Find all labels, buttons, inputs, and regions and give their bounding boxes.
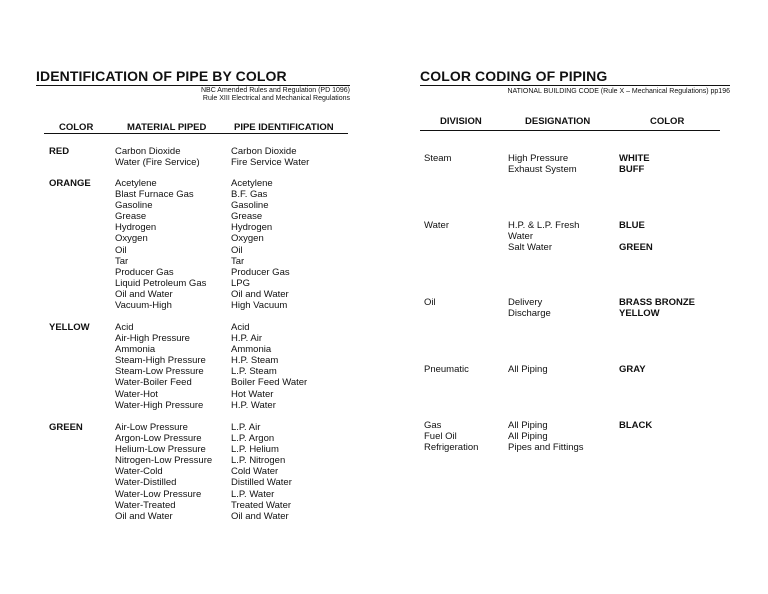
pipe-identification-cell: Oil and Water — [231, 288, 289, 300]
pipe-identification-cell: H.P. Water — [231, 399, 276, 411]
material-piped-cell: Water-Hot — [115, 388, 158, 400]
material-piped-cell: Water-High Pressure — [115, 399, 204, 411]
materials-column — [115, 322, 206, 411]
color-cell: BUFF — [619, 164, 645, 176]
left-header-rule — [44, 133, 348, 134]
material-piped-cell: Carbon Dioxide — [115, 146, 181, 157]
material-piped-cell: Tar — [115, 255, 129, 267]
pipe-identification-cell: B.F. Gas — [231, 189, 268, 201]
pipe-identification-cell: Ammonia — [231, 344, 272, 356]
material-piped-cell: Nitrogen-Low Pressure — [115, 455, 213, 467]
material-piped-cell: Grease — [115, 211, 147, 223]
right-header-rule — [420, 130, 720, 131]
pipe-identification-cell: Grease — [231, 211, 263, 223]
material-piped-cell: Gasoline — [115, 200, 153, 212]
left-title: IDENTIFICATION OF PIPE BY COLOR — [36, 68, 350, 86]
material-piped-cell: Steam-Low Pressure — [115, 366, 204, 378]
division-cell: Gas — [424, 420, 442, 431]
designation-column — [508, 420, 584, 453]
material-piped-cell: Water-Cold — [115, 466, 163, 478]
material-piped-cell: Acetylene — [115, 178, 157, 189]
color-cell: BLACK — [619, 420, 653, 431]
pipe-identification-cell: L.P. Water — [231, 488, 275, 500]
division-cell: Fuel Oil — [424, 431, 457, 443]
material-piped-cell: Argon-Low Pressure — [115, 433, 202, 445]
pipe-identification-cell: Gasoline — [231, 200, 269, 212]
color-cell: GREEN — [619, 242, 653, 254]
header-color: COLOR — [650, 116, 685, 127]
pipe-identification-cell: Oil — [231, 244, 243, 256]
right-title: COLOR CODING OF PIPING — [420, 68, 730, 86]
color-column — [619, 364, 646, 375]
pipe-identification-cell: Cold Water — [231, 466, 279, 478]
identifications-column — [231, 322, 307, 411]
right-table-header — [420, 116, 730, 130]
division-column — [424, 420, 478, 453]
header-division: DIVISION — [440, 116, 482, 127]
pipe-identification-cell: L.P. Argon — [231, 433, 275, 445]
identifications-column — [231, 178, 290, 311]
pipe-identification-cell: Tar — [231, 255, 245, 267]
material-piped-cell: Ammonia — [115, 344, 156, 356]
materials-column — [115, 422, 212, 522]
color-coding-panel — [420, 68, 730, 454]
designation-cell: High Pressure — [508, 153, 569, 164]
division-column — [424, 297, 436, 308]
designation-column — [508, 364, 548, 375]
color-cell: WHITE — [619, 153, 650, 164]
materials-column — [115, 178, 206, 311]
pipe-identification-cell: Treated Water — [231, 499, 292, 511]
pipe-identification-cell: Oxygen — [231, 233, 264, 245]
color-cell: YELLOW — [619, 308, 660, 320]
material-piped-cell: Oxygen — [115, 233, 148, 245]
division-cell: Oil — [424, 297, 436, 308]
group-color-label: ORANGE — [49, 178, 91, 189]
designation-cell: Exhaust System — [508, 164, 577, 176]
designation-cell: All Piping — [508, 431, 548, 443]
color-cell — [619, 231, 653, 242]
designation-cell: Pipes and Fittings — [508, 442, 584, 454]
designation-column — [508, 297, 551, 319]
identifications-column — [231, 146, 309, 168]
material-piped-cell: Water-Boiler Feed — [115, 377, 192, 389]
material-piped-cell: Water (Fire Service) — [115, 157, 200, 169]
color-column — [619, 153, 650, 175]
pipe-identification-cell: Distilled Water — [231, 477, 292, 489]
material-piped-cell: Air-Low Pressure — [115, 422, 188, 433]
pipe-identification-cell: L.P. Air — [231, 422, 261, 433]
group-color-label: GREEN — [49, 422, 83, 433]
materials-column — [115, 146, 200, 168]
pipe-identification-cell: High Vacuum — [231, 300, 288, 312]
division-cell: Steam — [424, 153, 452, 164]
header-color: COLOR — [59, 122, 94, 133]
color-column — [619, 220, 653, 253]
designation-cell: H.P. & L.P. Fresh — [508, 220, 580, 231]
material-piped-cell: Oil and Water — [115, 510, 173, 522]
color-cell: BLUE — [619, 220, 645, 231]
pipe-identification-cell: Boiler Feed Water — [231, 377, 308, 389]
division-cell: Refrigeration — [424, 442, 479, 454]
identifications-column — [231, 422, 292, 522]
material-piped-cell: Steam-High Pressure — [115, 355, 206, 367]
pipe-identification-cell: Oil and Water — [231, 510, 289, 522]
group-color-label: YELLOW — [49, 322, 90, 333]
pipe-identification-cell: Acetylene — [231, 178, 273, 189]
designation-cell: All Piping — [508, 364, 548, 375]
division-column — [424, 220, 449, 231]
pipe-identification-cell: L.P. Nitrogen — [231, 455, 286, 467]
pipe-identification-cell: Hydrogen — [231, 222, 273, 234]
color-cell: GRAY — [619, 364, 646, 375]
designation-cell: Water — [508, 231, 533, 243]
division-column — [424, 153, 451, 164]
material-piped-cell: Water-Treated — [115, 499, 176, 511]
designation-cell: Discharge — [508, 308, 551, 320]
material-piped-cell: Acid — [115, 322, 134, 333]
designation-cell: Delivery — [508, 297, 543, 308]
pipe-identification-cell: Hot Water — [231, 388, 274, 400]
pipe-identification-cell: Carbon Dioxide — [231, 146, 297, 157]
pipe-identification-cell: LPG — [231, 277, 251, 289]
header-material-piped: MATERIAL PIPED — [127, 122, 207, 133]
material-piped-cell: Water-Distilled — [115, 477, 177, 489]
material-piped-cell: Oil and Water — [115, 288, 173, 300]
pipe-identification-cell: H.P. Air — [231, 333, 262, 345]
color-column — [619, 297, 695, 319]
designation-cell: All Piping — [508, 420, 548, 431]
designation-column — [508, 153, 577, 175]
pipe-identification-cell: H.P. Steam — [231, 355, 279, 367]
material-piped-cell: Water-Low Pressure — [115, 488, 202, 500]
material-piped-cell: Oil — [115, 244, 127, 256]
right-subtitle: NATIONAL BUILDING CODE (Rule X – Mechanical Regulations) pp196 — [507, 88, 730, 95]
pipe-identification-cell: L.P. Steam — [231, 366, 277, 378]
header-designation: DESIGNATION — [525, 116, 591, 127]
header-pipe-identification: PIPE IDENTIFICATION — [234, 122, 334, 133]
left-subtitle-line-1: NBC Amended Rules and Regulation (PD 1096) — [200, 87, 350, 94]
designation-column — [508, 220, 579, 253]
pipe-identification-cell: L.P. Helium — [231, 444, 279, 456]
color-column — [619, 420, 652, 431]
material-piped-cell: Hydrogen — [115, 222, 157, 234]
material-piped-cell: Blast Furnace Gas — [115, 189, 194, 201]
material-piped-cell: Air-High Pressure — [115, 333, 190, 345]
material-piped-cell: Producer Gas — [115, 266, 174, 278]
division-cell: Pneumatic — [424, 364, 469, 375]
pipe-identification-cell: Acid — [231, 322, 250, 333]
designation-cell: Salt Water — [508, 242, 552, 254]
pipe-identification-panel — [36, 68, 350, 522]
material-piped-cell: Helium-Low Pressure — [115, 444, 206, 456]
division-cell: Water — [424, 220, 449, 231]
pipe-identification-cell: Producer Gas — [231, 266, 290, 278]
division-column — [424, 364, 469, 375]
color-cell: BRASS BRONZE — [619, 297, 696, 308]
group-color-label: RED — [49, 146, 70, 157]
material-piped-cell: Liquid Petroleum Gas — [115, 277, 207, 289]
material-piped-cell: Vacuum-High — [115, 300, 172, 312]
pipe-identification-cell: Fire Service Water — [231, 157, 310, 169]
left-subtitle-line-2: Rule XIII Electrical and Mechanical Regulations — [202, 95, 350, 102]
